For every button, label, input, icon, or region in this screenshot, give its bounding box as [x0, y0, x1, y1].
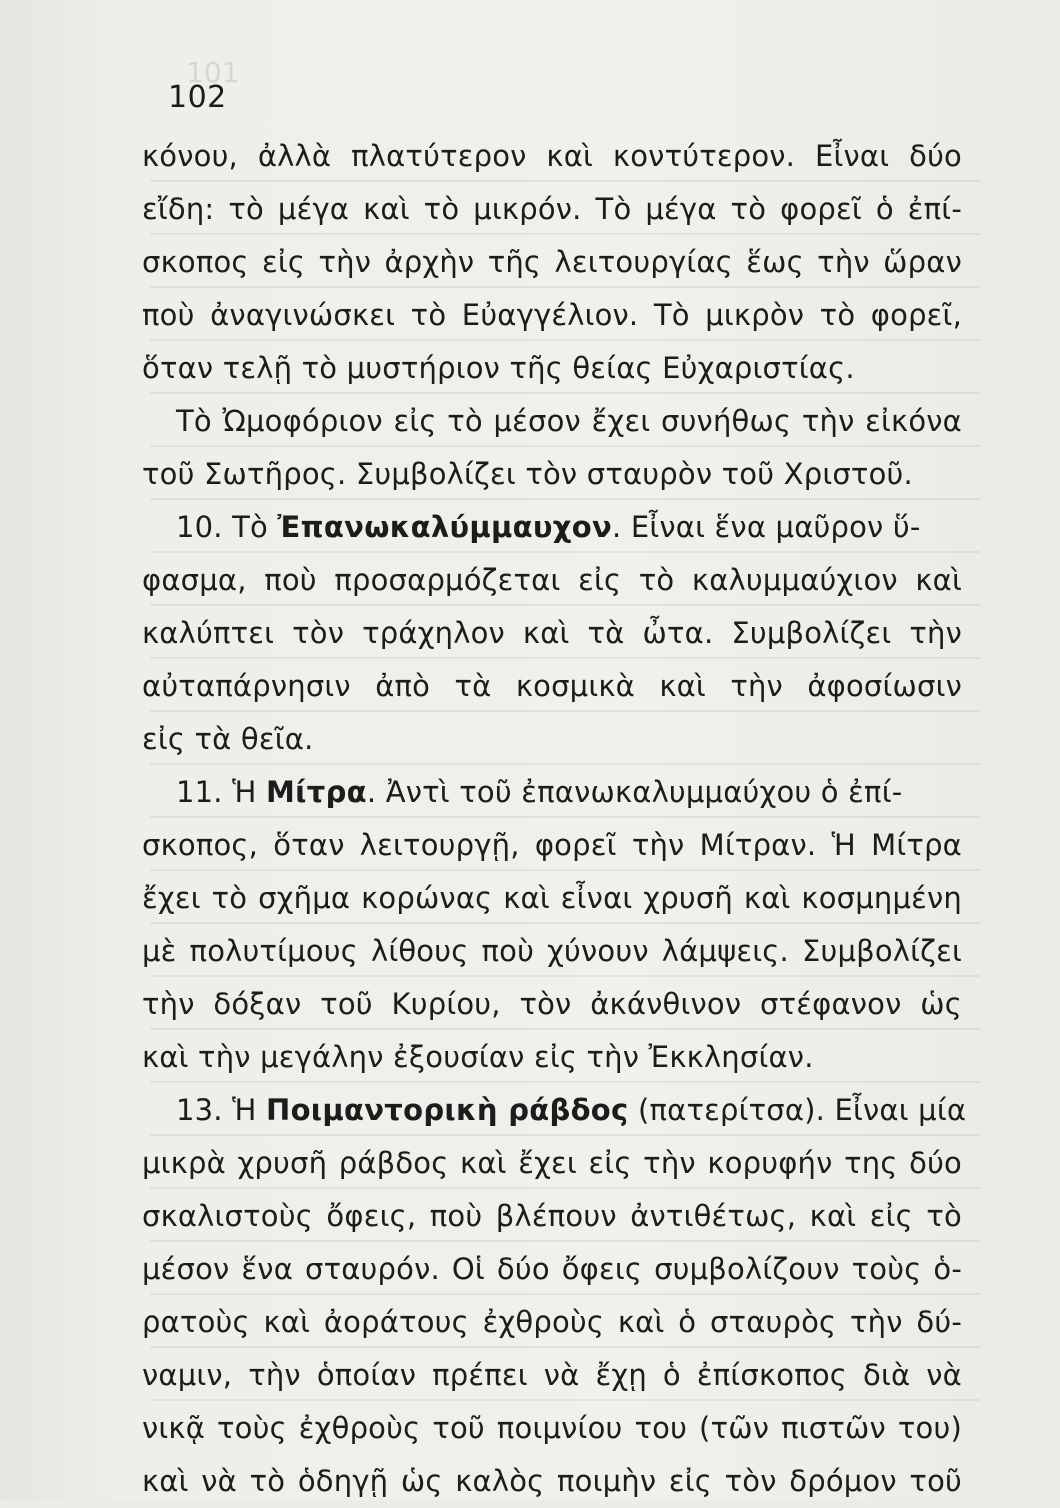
text-line: καλύπτει τὸν τράχηλον καὶ τὰ ὦτα. Συμβολίζει τὴν: [142, 616, 962, 650]
text-line: ὅταν τελῇ τὸ μυστήριον τῆς θείας Εὐχαριστίας.: [142, 351, 855, 385]
section-11-title: Μίτρα: [266, 775, 367, 809]
text-line: καὶ τὴν μεγάλην ἐξουσίαν εἰς τὴν Ἐκκλησίαν.: [142, 1040, 814, 1074]
section-11-number: 11. Ἡ: [176, 775, 257, 809]
page-number: 102: [168, 80, 227, 115]
section-13-intro: (πατερίτσα). Εἶναι μία: [628, 1093, 967, 1127]
section-13-number: 13. Ἡ: [176, 1093, 257, 1127]
text-line: σκαλιστοὺς ὄφεις, ποὺ βλέπουν ἀντιθέτως, καὶ εἰς τὸ: [142, 1199, 962, 1233]
body-text: [142, 130, 967, 1508]
text-line: νικᾷ τοὺς ἐχθροὺς τοῦ ποιμνίου του (τῶν πιστῶν του): [142, 1411, 962, 1445]
text-line: κόνου, ἀλλὰ πλατύτερον καὶ κοντύτερον. Εἶναι δύο: [142, 139, 962, 173]
text-line: σκοπος εἰς τὴν ἀρχὴν τῆς λειτουργίας ἕως τὴν ὥραν: [142, 245, 962, 279]
text-line: φασμα, ποὺ προσαρμόζεται εἰς τὸ καλυμμαύχιον καὶ: [142, 563, 962, 597]
text-line: τοῦ Σωτῆρος. Συμβολίζει τὸν σταυρὸν τοῦ Χριστοῦ.: [142, 457, 913, 491]
text-line: εἴδη: τὸ μέγα καὶ τὸ μικρόν. Τὸ μέγα τὸ φορεῖ ὁ ἐπί-: [142, 192, 962, 226]
section-11-heading-line: [142, 766, 962, 819]
text-line: Τὸ Ὠμοφόριον εἰς τὸ μέσον ἔχει συνήθως τὴν εἰκόνα: [176, 404, 962, 438]
section-11-intro: . Ἀντὶ τοῦ ἐπανωκαλυμμαύχου ὁ ἐπί-: [366, 775, 903, 809]
ghost-page-number: 101: [186, 56, 240, 89]
text-line: ναμιν, τὴν ὁποίαν πρέπει νὰ ἔχῃ ὁ ἐπίσκοπος διὰ νὰ: [142, 1358, 962, 1392]
text-line: εἰς τὰ θεῖα.: [142, 722, 314, 756]
text-line: τὴν δόξαν τοῦ Κυρίου, τὸν ἀκάνθινον στέφανον ὡς: [142, 987, 962, 1021]
text-line: μέσον ἕνα σταυρόν. Οἱ δύο ὄφεις συμβολίζουν τοὺς ὁ-: [142, 1252, 962, 1286]
text-line: αὐταπάρνησιν ἀπὸ τὰ κοσμικὰ καὶ τὴν ἀφοσίωσιν: [142, 669, 962, 703]
text-line: μικρὰ χρυσῆ ράβδος καὶ ἔχει εἰς τὴν κορυφήν της δύο: [142, 1146, 962, 1180]
section-10-number: 10. Τὸ: [176, 510, 268, 544]
text-line: ποὺ ἀναγινώσκει τὸ Εὐαγγέλιον. Τὸ μικρὸν τὸ φορεῖ,: [142, 298, 962, 332]
section-13-title: Ποιμαντορικὴ ράβδος: [266, 1093, 629, 1127]
text-line: μὲ πολυτίμους λίθους ποὺ χύνουν λάμψεις. Συμβολίζει: [142, 934, 962, 968]
text-line: ἔχει τὸ σχῆμα κορώνας καὶ εἶναι χρυσῆ καὶ κοσμημένη: [142, 881, 962, 915]
text-line: σκοπος, ὅταν λειτουργῇ, φορεῖ τὴν Μίτραν. Ἡ Μίτρα: [142, 828, 962, 862]
section-10-title: Ἐπανωκαλύμμαυχον: [277, 510, 613, 544]
section-13-heading-line: [142, 1084, 967, 1137]
text-line: ρατοὺς καὶ ἀοράτους ἐχθροὺς καὶ ὁ σταυρὸς τὴν δύ-: [142, 1305, 962, 1339]
section-10-intro: . Εἶναι ἕνα μαῦρον ὕ-: [612, 510, 921, 544]
section-10-heading-line: [142, 501, 962, 554]
text-line: καὶ νὰ τὸ ὁδηγῇ ὡς καλὸς ποιμὴν εἰς τὸν δρόμον τοῦ: [142, 1464, 962, 1498]
